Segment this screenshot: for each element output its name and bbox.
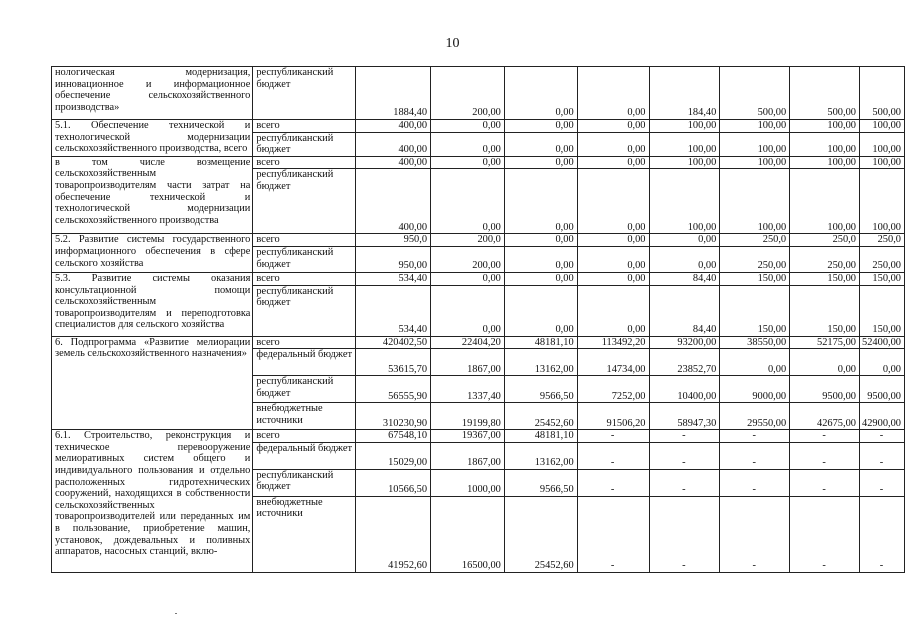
funding-source-cell: республиканский бюджет	[253, 132, 356, 156]
row-name-cell: 5.2. Развитие системы государственного информационного обеспечения в сфере сельского хозяйства	[52, 234, 253, 273]
value-cell: 250,00	[790, 246, 860, 272]
value-cell: 0,00	[431, 120, 505, 133]
value-cell: 29550,00	[720, 403, 790, 430]
value-cell: -	[577, 430, 649, 443]
value-cell: -	[790, 442, 860, 469]
value-cell: 25452,60	[504, 496, 577, 572]
value-cell: 100,00	[859, 156, 904, 169]
row-name-cell: нологическая модернизация, инновационное и информационное обеспечение сельскохозяйственного производства»	[52, 67, 253, 120]
value-cell: 400,00	[356, 132, 431, 156]
value-cell: 53615,70	[356, 349, 431, 376]
value-cell: 10566,50	[356, 469, 431, 496]
value-cell: 500,00	[720, 67, 790, 120]
value-cell: 48181,10	[504, 430, 577, 443]
row-name-cell: 5.3. Развитие системы оказания консультационной помощи сельскохозяйственным товаропроизводителям и переподготовка специалистов для сельского хозяйства	[52, 272, 253, 336]
value-cell: 1884,40	[356, 67, 431, 120]
value-cell: 38550,00	[720, 336, 790, 349]
value-cell: 9500,00	[859, 376, 904, 403]
value-cell: 200,00	[431, 67, 505, 120]
value-cell: 100,00	[790, 132, 860, 156]
value-cell: 250,00	[720, 246, 790, 272]
value-cell: 0,00	[577, 169, 649, 234]
funding-source-cell: всего	[253, 272, 356, 285]
funding-source-cell: внебюджетные источники	[253, 496, 356, 572]
funding-source-cell: федеральный бюджет	[253, 442, 356, 469]
value-cell: 0,00	[859, 349, 904, 376]
value-cell: 0,00	[577, 120, 649, 133]
value-cell: 52175,00	[790, 336, 860, 349]
value-cell: 13162,00	[504, 349, 577, 376]
value-cell: 9000,00	[720, 376, 790, 403]
value-cell: 0,00	[431, 169, 505, 234]
funding-source-cell: всего	[253, 120, 356, 133]
value-cell: 113492,20	[577, 336, 649, 349]
value-cell: 150,00	[790, 272, 860, 285]
value-cell: -	[720, 442, 790, 469]
page-number: 10	[445, 36, 460, 51]
value-cell: 0,00	[504, 234, 577, 247]
value-cell: 534,40	[356, 285, 431, 336]
value-cell: 48181,10	[504, 336, 577, 349]
value-cell: 25452,60	[504, 403, 577, 430]
value-cell: 150,00	[790, 285, 860, 336]
value-cell: 19199,80	[431, 403, 505, 430]
value-cell: 9566,50	[504, 469, 577, 496]
value-cell: 0,00	[431, 132, 505, 156]
value-cell: 100,00	[649, 169, 720, 234]
value-cell: -	[649, 430, 720, 443]
value-cell: 0,00	[431, 156, 505, 169]
value-cell: 93200,00	[649, 336, 720, 349]
value-cell: 100,00	[720, 169, 790, 234]
value-cell: 1000,00	[431, 469, 505, 496]
row-name-cell: 6.1. Строительство, реконструкция и техническое перевооружение мелиоративных систем общего и индивидуального пользования и отдельно расположенных гидротехнических сооружений, находящихся в собственности сельскохозяйственных товаропроизводителей или переданных им в пользование, приобретение машин, установок, дождевальных и поливных аппаратов, насосных станций, вклю-	[52, 430, 253, 573]
value-cell: 150,00	[720, 285, 790, 336]
value-cell: 1337,40	[431, 376, 505, 403]
funding-source-cell: всего	[253, 430, 356, 443]
table-row	[52, 156, 905, 169]
value-cell: -	[790, 430, 860, 443]
table-row	[52, 430, 905, 443]
value-cell: 13162,00	[504, 442, 577, 469]
value-cell: 84,40	[649, 272, 720, 285]
table-row	[52, 336, 905, 349]
funding-source-cell: всего	[253, 336, 356, 349]
value-cell: 100,00	[790, 120, 860, 133]
value-cell: 250,0	[720, 234, 790, 247]
value-cell: 0,00	[504, 246, 577, 272]
value-cell: -	[577, 442, 649, 469]
value-cell: 100,00	[649, 120, 720, 133]
value-cell: 0,00	[504, 272, 577, 285]
value-cell: 1867,00	[431, 442, 505, 469]
value-cell: 67548,10	[356, 430, 431, 443]
value-cell: 0,00	[577, 156, 649, 169]
value-cell: -	[790, 496, 860, 572]
funding-source-cell: республиканский бюджет	[253, 469, 356, 496]
value-cell: 0,00	[431, 285, 505, 336]
value-cell: 100,00	[859, 169, 904, 234]
value-cell: 150,00	[859, 285, 904, 336]
value-cell: 250,0	[790, 234, 860, 247]
value-cell: 400,00	[356, 156, 431, 169]
value-cell: 10400,00	[649, 376, 720, 403]
value-cell: -	[649, 496, 720, 572]
value-cell: 19367,00	[431, 430, 505, 443]
value-cell: 0,00	[504, 120, 577, 133]
value-cell: 58947,30	[649, 403, 720, 430]
value-cell: 23852,70	[649, 349, 720, 376]
value-cell: 200,00	[431, 246, 505, 272]
value-cell: 950,0	[356, 234, 431, 247]
funding-source-cell: федеральный бюджет	[253, 349, 356, 376]
scan-speck	[175, 613, 177, 614]
value-cell: 100,00	[790, 156, 860, 169]
value-cell: 150,00	[859, 272, 904, 285]
value-cell: 41952,60	[356, 496, 431, 572]
row-name-cell: 6. Подпрограмма «Развитие мелиорации земель сельскохозяйственного назначения»	[52, 336, 253, 430]
value-cell: 100,00	[720, 132, 790, 156]
row-name-cell: 5.1. Обеспечение технической и технологической модернизации сельскохозяйственного производства, всего	[52, 120, 253, 157]
row-name-cell: в том числе возмещение сельскохозяйственным товаропроизводителям части затрат на обеспечение технической и технологической модернизации сельскохозяйственного производства	[52, 156, 253, 234]
value-cell: 500,00	[790, 67, 860, 120]
value-cell: -	[720, 496, 790, 572]
table-row	[52, 234, 905, 247]
value-cell: -	[577, 496, 649, 572]
value-cell: 0,00	[577, 246, 649, 272]
value-cell: 250,00	[859, 246, 904, 272]
table-row	[52, 120, 905, 133]
value-cell: -	[790, 469, 860, 496]
value-cell: 100,00	[790, 169, 860, 234]
value-cell: -	[720, 469, 790, 496]
value-cell: 250,0	[859, 234, 904, 247]
value-cell: 15029,00	[356, 442, 431, 469]
funding-source-cell: республиканский бюджет	[253, 376, 356, 403]
funding-source-cell: всего	[253, 234, 356, 247]
value-cell: 100,00	[649, 132, 720, 156]
value-cell: 200,0	[431, 234, 505, 247]
value-cell: 534,40	[356, 272, 431, 285]
table-row	[52, 67, 905, 120]
value-cell: 310230,90	[356, 403, 431, 430]
value-cell: 56555,90	[356, 376, 431, 403]
funding-source-cell: республиканский бюджет	[253, 246, 356, 272]
value-cell: 9500,00	[790, 376, 860, 403]
value-cell: -	[577, 469, 649, 496]
value-cell: 0,00	[504, 156, 577, 169]
value-cell: 0,00	[504, 285, 577, 336]
funding-source-cell: всего	[253, 156, 356, 169]
value-cell: 0,00	[720, 349, 790, 376]
value-cell: 950,00	[356, 246, 431, 272]
funding-source-cell: республиканский бюджет	[253, 67, 356, 120]
value-cell: 400,00	[356, 120, 431, 133]
value-cell: 0,00	[649, 246, 720, 272]
value-cell: 0,00	[790, 349, 860, 376]
value-cell: 0,00	[577, 234, 649, 247]
funding-source-cell: республиканский бюджет	[253, 169, 356, 234]
value-cell: 100,00	[859, 132, 904, 156]
value-cell: 100,00	[720, 120, 790, 133]
value-cell: -	[859, 469, 904, 496]
funding-source-cell: республиканский бюджет	[253, 285, 356, 336]
value-cell: 16500,00	[431, 496, 505, 572]
value-cell: 14734,00	[577, 349, 649, 376]
value-cell: 0,00	[577, 285, 649, 336]
value-cell: 0,00	[504, 132, 577, 156]
value-cell: -	[859, 430, 904, 443]
budget-table	[51, 66, 905, 573]
funding-source-cell: внебюджетные источники	[253, 403, 356, 430]
value-cell: -	[859, 442, 904, 469]
value-cell: 42900,00	[859, 403, 904, 430]
value-cell: 52400,00	[859, 336, 904, 349]
value-cell: 9566,50	[504, 376, 577, 403]
value-cell: 500,00	[859, 67, 904, 120]
value-cell: 100,00	[649, 156, 720, 169]
value-cell: 0,00	[431, 272, 505, 285]
value-cell: 150,00	[720, 272, 790, 285]
value-cell: 22404,20	[431, 336, 505, 349]
value-cell: 0,00	[504, 169, 577, 234]
value-cell: 100,00	[859, 120, 904, 133]
value-cell: 0,00	[577, 272, 649, 285]
value-cell: 0,00	[577, 132, 649, 156]
value-cell: 0,00	[577, 67, 649, 120]
value-cell: 91506,20	[577, 403, 649, 430]
value-cell: 420402,50	[356, 336, 431, 349]
value-cell: -	[649, 469, 720, 496]
value-cell: 7252,00	[577, 376, 649, 403]
table-body	[52, 67, 905, 573]
value-cell: 0,00	[649, 234, 720, 247]
value-cell: 1867,00	[431, 349, 505, 376]
value-cell: 400,00	[356, 169, 431, 234]
value-cell: 184,40	[649, 67, 720, 120]
table-row	[52, 272, 905, 285]
value-cell: -	[649, 442, 720, 469]
value-cell: 0,00	[504, 67, 577, 120]
value-cell: 84,40	[649, 285, 720, 336]
value-cell: -	[720, 430, 790, 443]
value-cell: 42675,00	[790, 403, 860, 430]
value-cell: -	[859, 496, 904, 572]
value-cell: 100,00	[720, 156, 790, 169]
